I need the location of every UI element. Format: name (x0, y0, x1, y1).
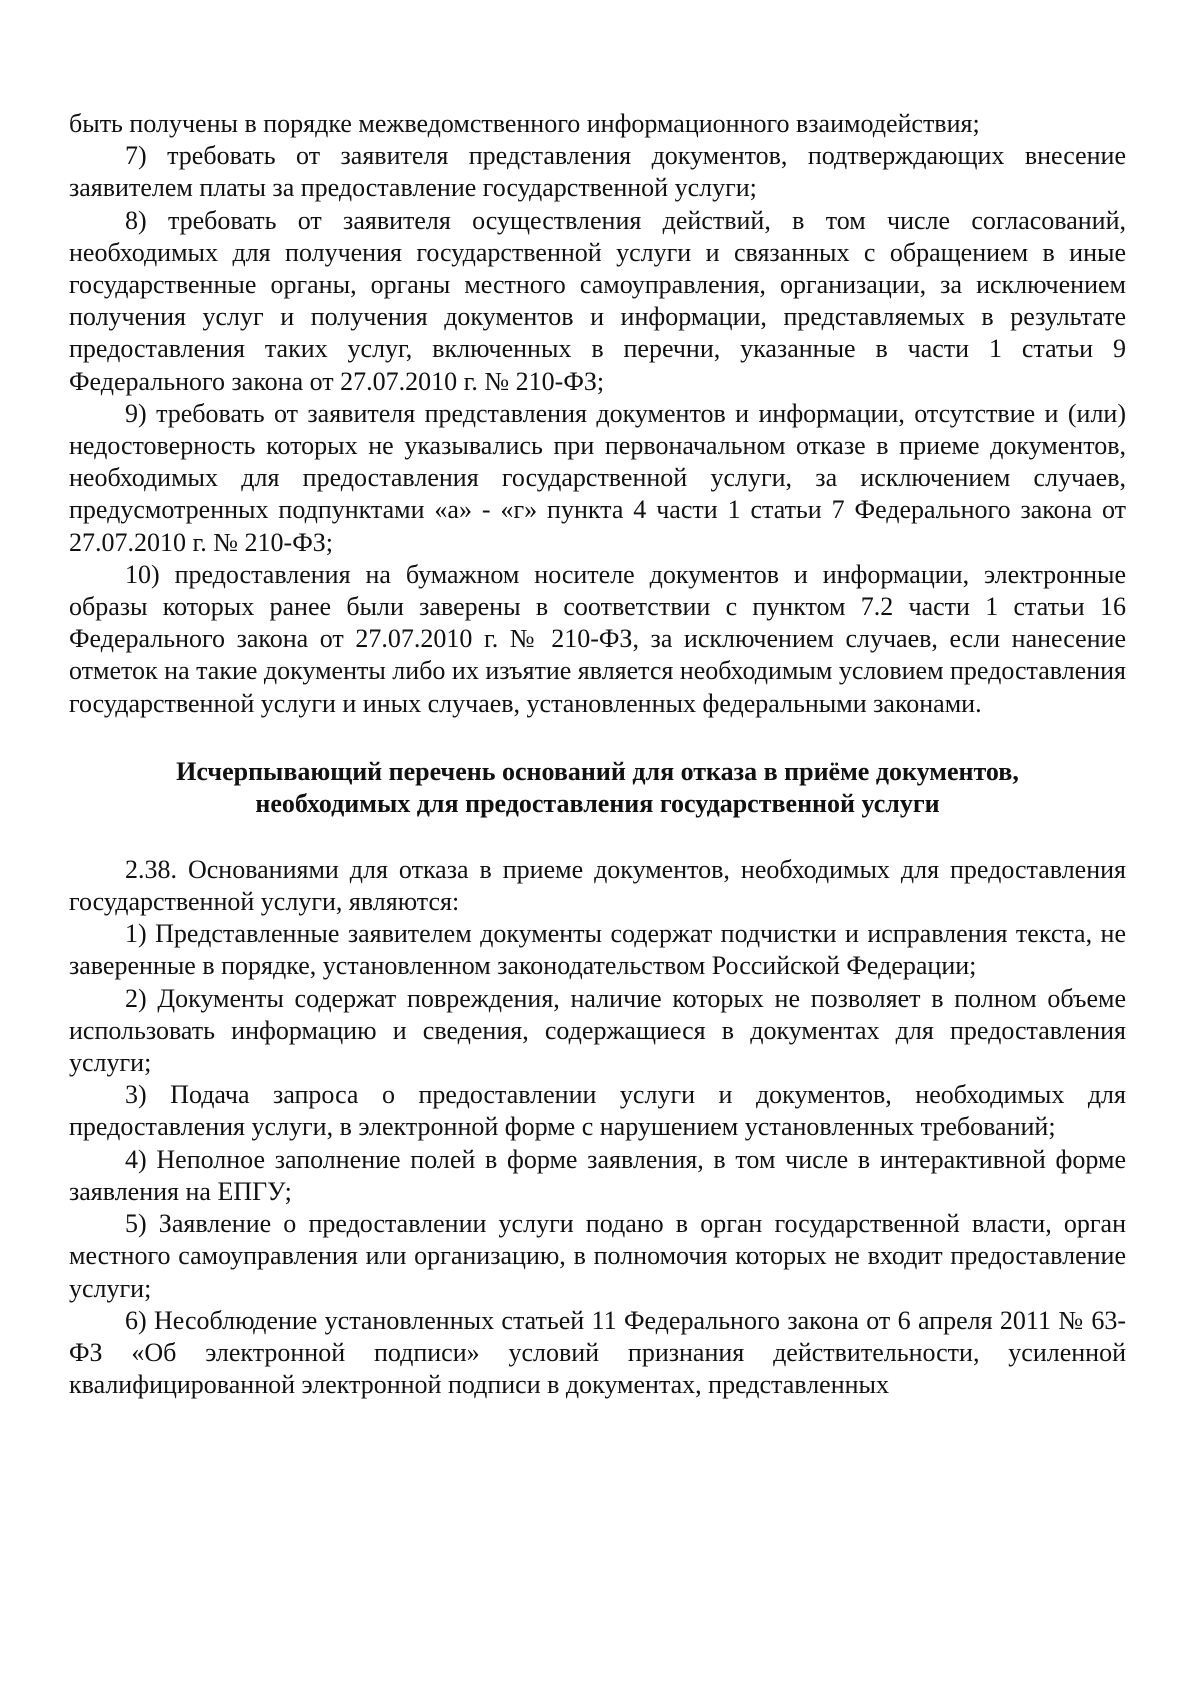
clause-2-38-intro: 2.38. Основаниями для отказа в приеме документов, необходимых для предоставления государственной услуги, являются: (69, 854, 1126, 917)
ground-item-1: 1) Представленные заявителем документы содержат подчистки и исправления текста, не заверенные в порядке, установленном законодательством Российской Федерации; (69, 919, 1126, 981)
ground-item-2: 2) Документы содержат повреждения, наличие которых не позволяет в полном объеме использовать информацию и сведения, содержащиеся в документах для предоставления услуги; (69, 983, 1126, 1078)
document-page (69, 108, 1126, 1401)
list-item-8: 8) требовать от заявителя осуществления действий, в том числе согласований, необходимых для получения государственной услуги и связанных с обращением в иные государственные органы, органы местного самоуправления, организации, за исключением получения услуг и получения документов и информации, представляемых в результате предоставления таких услуг, включенных в перечни, указанные в части 1 статьи 9 Федерального закона от 27.07.2010 г. № 210-ФЗ; (69, 205, 1126, 396)
ground-item-5: 5) Заявление о предоставлении услуги подано в орган государственной власти, орган местного самоуправления или организацию, в полномочия которых не входит предоставление услуги; (69, 1209, 1126, 1303)
continuation-paragraph: быть получены в порядке межведомственного информационного взаимодействия; (69, 109, 980, 138)
ground-item-4: 4) Неполное заполнение полей в форме заявления, в том числе в интерактивной форме заявления на ЕПГУ; (69, 1144, 1126, 1206)
ground-item-6: 6) Несоблюдение установленных статьей 11 Федерального закона от 6 апреля 2011 № 63-ФЗ «Об электронной подписи» условий признания действительности, усиленной квалифицированной электронной подписи в документах, представленных (69, 1305, 1126, 1400)
section-heading-line-1: Исчерпывающий перечень оснований для отказа в приёме документов, (176, 756, 1019, 786)
list-item-7: 7) требовать от заявителя представления документов, подтверждающих внесение заявителем платы за предоставление государственной услуги; (69, 141, 1126, 203)
list-item-9: 9) требовать от заявителя представления документов и информации, отсутствие и (или) недостоверность которых не указывались при первоначальном отказе в приеме документов, необходимых для предоставления государственной услуги, за исключением случаев, предусмотренных подпунктами «а» - «г» пункта 4 части 1 статьи 7 Федерального закона от 27.07.2010 г. № 210-ФЗ; (69, 398, 1126, 557)
section-heading (69, 756, 1126, 820)
section-heading-line-2: необходимых для предоставления государственной услуги (255, 788, 940, 818)
list-item-10: 10) предоставления на бумажном носителе документов и информации, электронные образы которых ранее были заверены в соответствии с пунктом 7.2 части 1 статьи 16 Федерального закона от 27.07.2010 г. № 210-ФЗ, за исключением случаев, если нанесение отметок на такие документы либо их изъятие является необходимым условием предоставления государственной услуги и иных случаев, установленных федеральными законами. (69, 559, 1126, 718)
ground-item-3: 3) Подача запроса о предоставлении услуги и документов, необходимых для предоставления услуги, в электронной форме с нарушением установленных требований; (69, 1080, 1126, 1142)
